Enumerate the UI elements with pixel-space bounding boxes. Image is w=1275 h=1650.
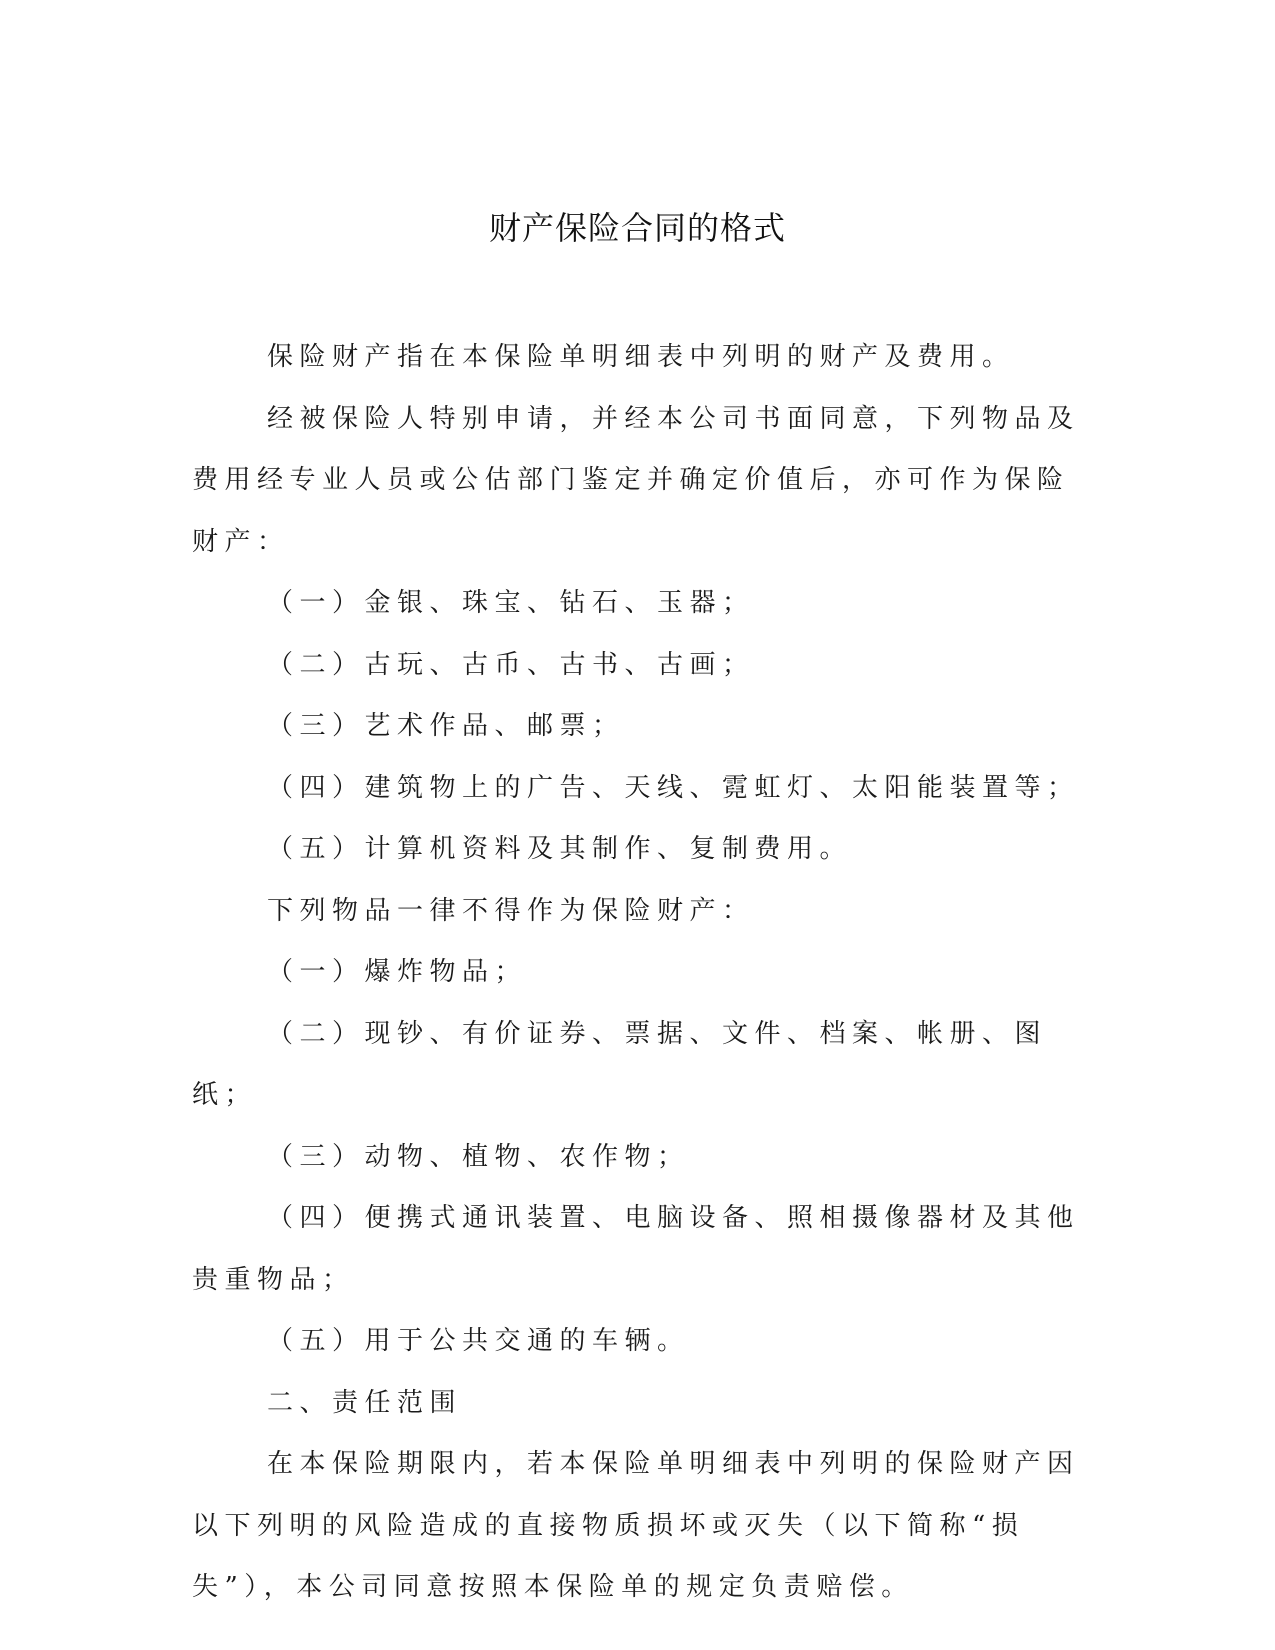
- list-item-included-1: （一）金银、珠宝、钻石、玉器；: [267, 588, 755, 618]
- list-item-included-5: （五）计算机资料及其制作、复制费用。: [267, 834, 853, 864]
- document-title: 财产保险合同的格式: [488, 209, 786, 247]
- list-item-excluded-2: （二）现钞、有价证券、票据、文件、档案、帐册、图纸；: [192, 1018, 1048, 1110]
- section-heading-liability-scope: 二、责任范围: [267, 1387, 463, 1418]
- list-item-excluded-1: （一）爆炸物品；: [267, 957, 528, 987]
- document-body: [192, 327, 1092, 1619]
- list-item-excluded-5: （五）用于公共交通的车辆。: [267, 1326, 690, 1356]
- paragraph-liability-scope: 在本保险期限内，若本保险单明细表中列明的保险财产因以下列明的风险造成的直接物质损坏或灭失（以下简称“损失”），本公司同意按照本保险单的规定负责赔偿。: [192, 1449, 1080, 1602]
- list-item-excluded-4: （四）便携式通讯装置、电脑设备、照相摄像器材及其他贵重物品；: [192, 1203, 1080, 1295]
- list-item-included-4: （四）建筑物上的广告、天线、霓虹灯、太阳能装置等；: [267, 772, 1080, 803]
- paragraph-special-application: 经被保险人特别申请，并经本公司书面同意，下列物品及费用经专业人员或公估部门鉴定并确定价值后，亦可作为保险财产：: [192, 403, 1080, 557]
- list-item-excluded-3: （三）动物、植物、农作物；: [267, 1141, 690, 1172]
- list-item-included-2: （二）古玩、古币、古书、古画；: [267, 649, 755, 680]
- paragraph-insured-property: 保险财产指在本保险单明细表中列明的财产及费用。: [267, 342, 1015, 372]
- paragraph-excluded-heading: 下列物品一律不得作为保险财产：: [267, 895, 755, 926]
- list-item-included-3: （三）艺术作品、邮票；: [267, 711, 625, 741]
